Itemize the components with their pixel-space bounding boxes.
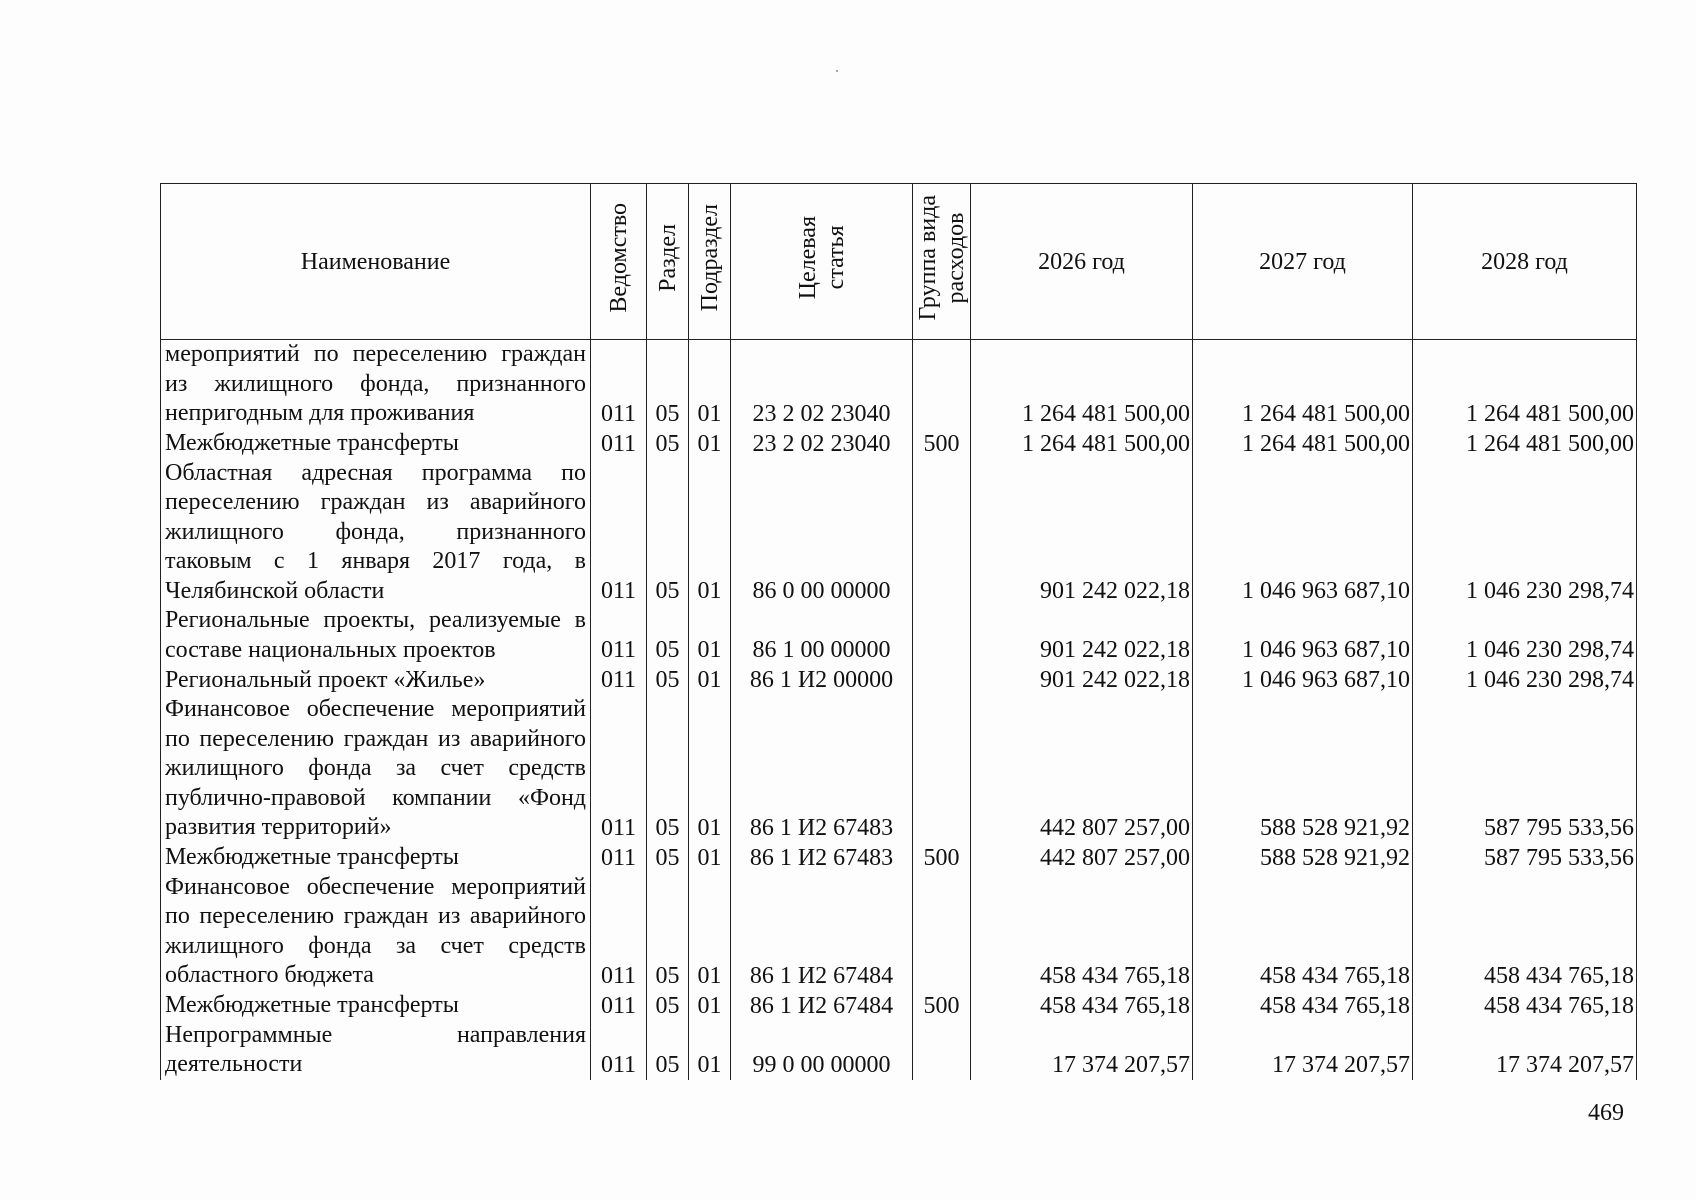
cell-2026: 901 242 022,18 [971,459,1193,607]
cell-podrazdel: 01 [689,606,731,665]
cell-tselevaya-statya: 86 1 И2 67484 [731,991,913,1021]
cell-razdel: 05 [647,1021,689,1080]
cell-vedomstvo: 011 [591,665,647,695]
cell-gruppa [913,873,971,991]
budget-table [160,183,1637,1080]
cell-gruppa [913,695,971,843]
cell-tselevaya-statya: 86 1 И2 67483 [731,843,913,873]
cell-tselevaya-statya: 99 0 00 00000 [731,1021,913,1080]
cell-razdel: 05 [647,665,689,695]
cell-2027: 588 528 921,92 [1193,695,1413,843]
cell-2026: 442 807 257,00 [971,695,1193,843]
table-row [161,429,1637,459]
table-row [161,873,1637,991]
cell-2027: 1 046 963 687,10 [1193,606,1413,665]
header-tselevaya-statya: Целевая статья [731,184,913,340]
table-body [161,340,1637,1080]
cell-podrazdel: 01 [689,459,731,607]
cell-2027: 1 046 963 687,10 [1193,459,1413,607]
cell-gruppa [913,340,971,429]
cell-name: Областная адресная программа по переселению граждан из аварийного жилищного фонда, признанного таковым с 1 января 2017 года, в Челябинской области [161,459,591,607]
cell-tselevaya-statya: 23 2 02 23040 [731,340,913,429]
cell-name: Финансовое обеспечение мероприятий по переселению граждан из аварийного жилищного фонда за счет средств публично-правовой компании «Фонд развития территорий» [161,695,591,843]
cell-name: мероприятий по переселению граждан из жилищного фонда, признанного непригодным для проживания [161,340,591,429]
cell-2026: 442 807 257,00 [971,843,1193,873]
cell-razdel: 05 [647,459,689,607]
cell-razdel: 05 [647,340,689,429]
cell-gruppa [913,459,971,607]
cell-2027: 1 046 963 687,10 [1193,665,1413,695]
table-row [161,695,1637,843]
cell-2028: 1 264 481 500,00 [1413,340,1637,429]
table-row [161,340,1637,429]
header-year-2028: 2028 год [1413,184,1637,340]
cell-2027: 458 434 765,18 [1193,873,1413,991]
cell-2027: 588 528 921,92 [1193,843,1413,873]
cell-razdel: 05 [647,429,689,459]
header-razdel: Раздел [647,184,689,340]
cell-podrazdel: 01 [689,429,731,459]
cell-vedomstvo: 011 [591,843,647,873]
cell-2026: 1 264 481 500,00 [971,429,1193,459]
cell-vedomstvo: 011 [591,459,647,607]
table-row [161,606,1637,665]
header-gruppa-vida-raskhodov: Группа вида расходов [913,184,971,340]
header-row [161,184,1637,340]
cell-tselevaya-statya: 86 1 00 00000 [731,606,913,665]
cell-tselevaya-statya: 86 1 И2 00000 [731,665,913,695]
cell-2028: 1 046 230 298,74 [1413,606,1637,665]
cell-2026: 901 242 022,18 [971,606,1193,665]
table-row [161,843,1637,873]
table-row [161,1021,1637,1080]
cell-podrazdel: 01 [689,695,731,843]
cell-2027: 1 264 481 500,00 [1193,340,1413,429]
cell-name: Региональный проект «Жилье» [161,665,591,695]
cell-tselevaya-statya: 86 1 И2 67483 [731,695,913,843]
cell-tselevaya-statya: 23 2 02 23040 [731,429,913,459]
cell-2028: 587 795 533,56 [1413,843,1637,873]
table-row [161,459,1637,607]
cell-2028: 587 795 533,56 [1413,695,1637,843]
cell-gruppa [913,1021,971,1080]
cell-gruppa: 500 [913,991,971,1021]
cell-vedomstvo: 011 [591,340,647,429]
cell-2027: 17 374 207,57 [1193,1021,1413,1080]
table-header [161,184,1637,340]
cell-name: Региональные проекты, реализуемые в составе национальных проектов [161,606,591,665]
cell-tselevaya-statya: 86 1 И2 67484 [731,873,913,991]
cell-podrazdel: 01 [689,1021,731,1080]
cell-vedomstvo: 011 [591,429,647,459]
header-year-2026: 2026 год [971,184,1193,340]
cell-vedomstvo: 011 [591,873,647,991]
cell-2028: 17 374 207,57 [1413,1021,1637,1080]
header-vedomstvo: Ведомство [591,184,647,340]
table-row [161,991,1637,1021]
cell-podrazdel: 01 [689,843,731,873]
cell-vedomstvo: 011 [591,606,647,665]
cell-razdel: 05 [647,695,689,843]
header-year-2027: 2027 год [1193,184,1413,340]
cell-gruppa: 500 [913,843,971,873]
cell-2028: 458 434 765,18 [1413,873,1637,991]
cell-razdel: 05 [647,873,689,991]
page-number: 469 [1588,1100,1624,1126]
cell-razdel: 05 [647,843,689,873]
cell-gruppa [913,606,971,665]
header-podrazdel: Подраздел [689,184,731,340]
cell-razdel: 05 [647,606,689,665]
cell-podrazdel: 01 [689,340,731,429]
cell-2026: 17 374 207,57 [971,1021,1193,1080]
cell-razdel: 05 [647,991,689,1021]
cell-gruppa: 500 [913,429,971,459]
cell-name: Непрограммные направления деятельности [161,1021,591,1080]
cell-podrazdel: 01 [689,991,731,1021]
cell-vedomstvo: 011 [591,695,647,843]
cell-2026: 458 434 765,18 [971,991,1193,1021]
cell-2028: 1 046 230 298,74 [1413,665,1637,695]
cell-podrazdel: 01 [689,873,731,991]
cell-podrazdel: 01 [689,665,731,695]
cell-tselevaya-statya: 86 0 00 00000 [731,459,913,607]
cell-2028: 1 046 230 298,74 [1413,459,1637,607]
cell-name: Межбюджетные трансферты [161,991,591,1021]
scan-artifact [836,70,838,72]
cell-vedomstvo: 011 [591,991,647,1021]
cell-2028: 1 264 481 500,00 [1413,429,1637,459]
cell-name: Межбюджетные трансферты [161,429,591,459]
cell-name: Финансовое обеспечение мероприятий по переселению граждан из аварийного жилищного фонда за счет средств областного бюджета [161,873,591,991]
cell-vedomstvo: 011 [591,1021,647,1080]
cell-2027: 458 434 765,18 [1193,991,1413,1021]
cell-2026: 458 434 765,18 [971,873,1193,991]
cell-2027: 1 264 481 500,00 [1193,429,1413,459]
header-name: Наименование [161,184,591,340]
table-row [161,665,1637,695]
cell-name: Межбюджетные трансферты [161,843,591,873]
cell-2028: 458 434 765,18 [1413,991,1637,1021]
cell-gruppa [913,665,971,695]
cell-2026: 1 264 481 500,00 [971,340,1193,429]
cell-2026: 901 242 022,18 [971,665,1193,695]
